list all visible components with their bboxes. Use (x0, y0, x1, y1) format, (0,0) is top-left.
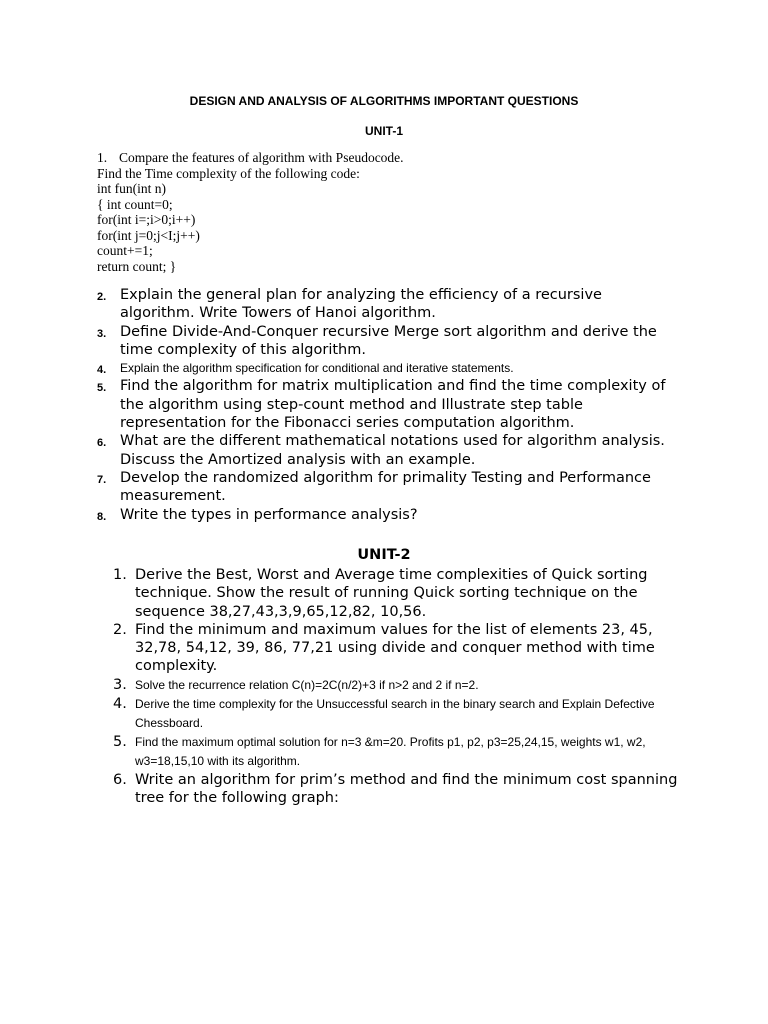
question-number: 6. (97, 437, 107, 450)
list-item (0, 286, 768, 323)
question-number: 2. (113, 621, 127, 638)
question-text: Define Divide-And-Conquer recursive Merge sort algorithm and derive the time complexity of this algorithm. (120, 323, 657, 358)
code-line: Find the Time complexity of the following code: (97, 165, 360, 181)
question-number: 5. (113, 733, 127, 750)
list-item (0, 432, 768, 469)
question-text: Find the minimum and maximum values for the list of elements 23, 45, 32,78, 54,12, 39, 86, 77,21 using divide and conquer method with time complexity. (135, 621, 655, 675)
code-line: int fun(int n) (97, 181, 166, 196)
question-text: What are the different mathematical notations used for algorithm analysis. Discuss the Amortized analysis with an example. (120, 433, 665, 468)
question-text: Derive the Best, Worst and Average time complexities of Quick sorting technique. Show the result of running Quick sorting technique on the sequence 38,27,43,3,9,65,12,82, 10,56. (135, 567, 648, 620)
question-text: Solve the recurrence relation C(n)=2C(n/2)+3 if n>2 and 2 if n=2. (135, 677, 479, 692)
question-text: Derive the time complexity for the Unsuccessful search in the binary search and Explain Defective Chessboard. (135, 696, 655, 730)
question-text: Find the maximum optimal solution for n=3 &m=20. Profits p1, p2, p3=25,24,15, weights w1, w2, w3=18,15,10 with its algorithm. (135, 734, 646, 768)
unit-1-question-1 (97, 150, 404, 274)
question-number: 1. (97, 150, 108, 165)
document-title: DESIGN AND ANALYSIS OF ALGORITHMS IMPORTANT QUESTIONS (189, 94, 579, 108)
list-item (0, 469, 768, 506)
list-item (0, 566, 768, 621)
list-item (0, 676, 768, 695)
question-text: Explain the general plan for analyzing the efficiency of a recursive algorithm. Write Towers of Hanoi algorithm. (120, 287, 602, 322)
question-number: 7. (97, 473, 107, 486)
code-line: count+=1; (97, 243, 153, 258)
question-text: Explain the algorithm specification for conditional and iterative statements. (120, 361, 514, 376)
question-number: 4. (113, 695, 127, 712)
question-text: Write an algorithm for prim’s method and find the minimum cost spanning tree for the following graph: (135, 771, 678, 807)
question-number: 5. (97, 382, 107, 395)
question-number: 1. (113, 567, 127, 583)
unit-1-heading: UNIT-1 (364, 124, 403, 138)
list-item (0, 377, 768, 432)
question-number: 8. (97, 510, 107, 523)
question-text: Find the algorithm for matrix multiplication and find the time complexity of the algorithm using step-count method and Illustrate step table representation for the Fibonacci series computation algorithm. (120, 378, 666, 432)
list-item (0, 506, 768, 524)
question-number: 2. (97, 291, 107, 303)
code-line: return count; } (97, 258, 177, 274)
list-item (0, 621, 768, 676)
list-item (0, 695, 768, 733)
question-text: Write the types in performance analysis? (120, 506, 418, 523)
list-item (0, 733, 768, 771)
list-item (0, 323, 768, 360)
code-line: { int count=0; (97, 196, 173, 212)
unit-1-question-list (0, 286, 768, 524)
question-text: Compare the features of algorithm with Pseudocode. (119, 150, 404, 165)
code-line: for(int i=;i>0;i++) (97, 212, 196, 227)
question-text: Develop the randomized algorithm for primality Testing and Performance measurement. (120, 469, 651, 505)
list-item (0, 771, 768, 808)
question-number: 3. (113, 676, 127, 693)
question-number: 3. (97, 327, 107, 340)
code-line: for(int j=0;j<I;j++) (97, 227, 200, 243)
list-item (0, 359, 768, 377)
question-number: 4. (97, 364, 107, 377)
question-1-line (97, 150, 404, 166)
unit-2-question-list (0, 566, 768, 807)
question-number: 6. (113, 771, 127, 788)
unit-2-heading: UNIT-2 (357, 547, 411, 563)
